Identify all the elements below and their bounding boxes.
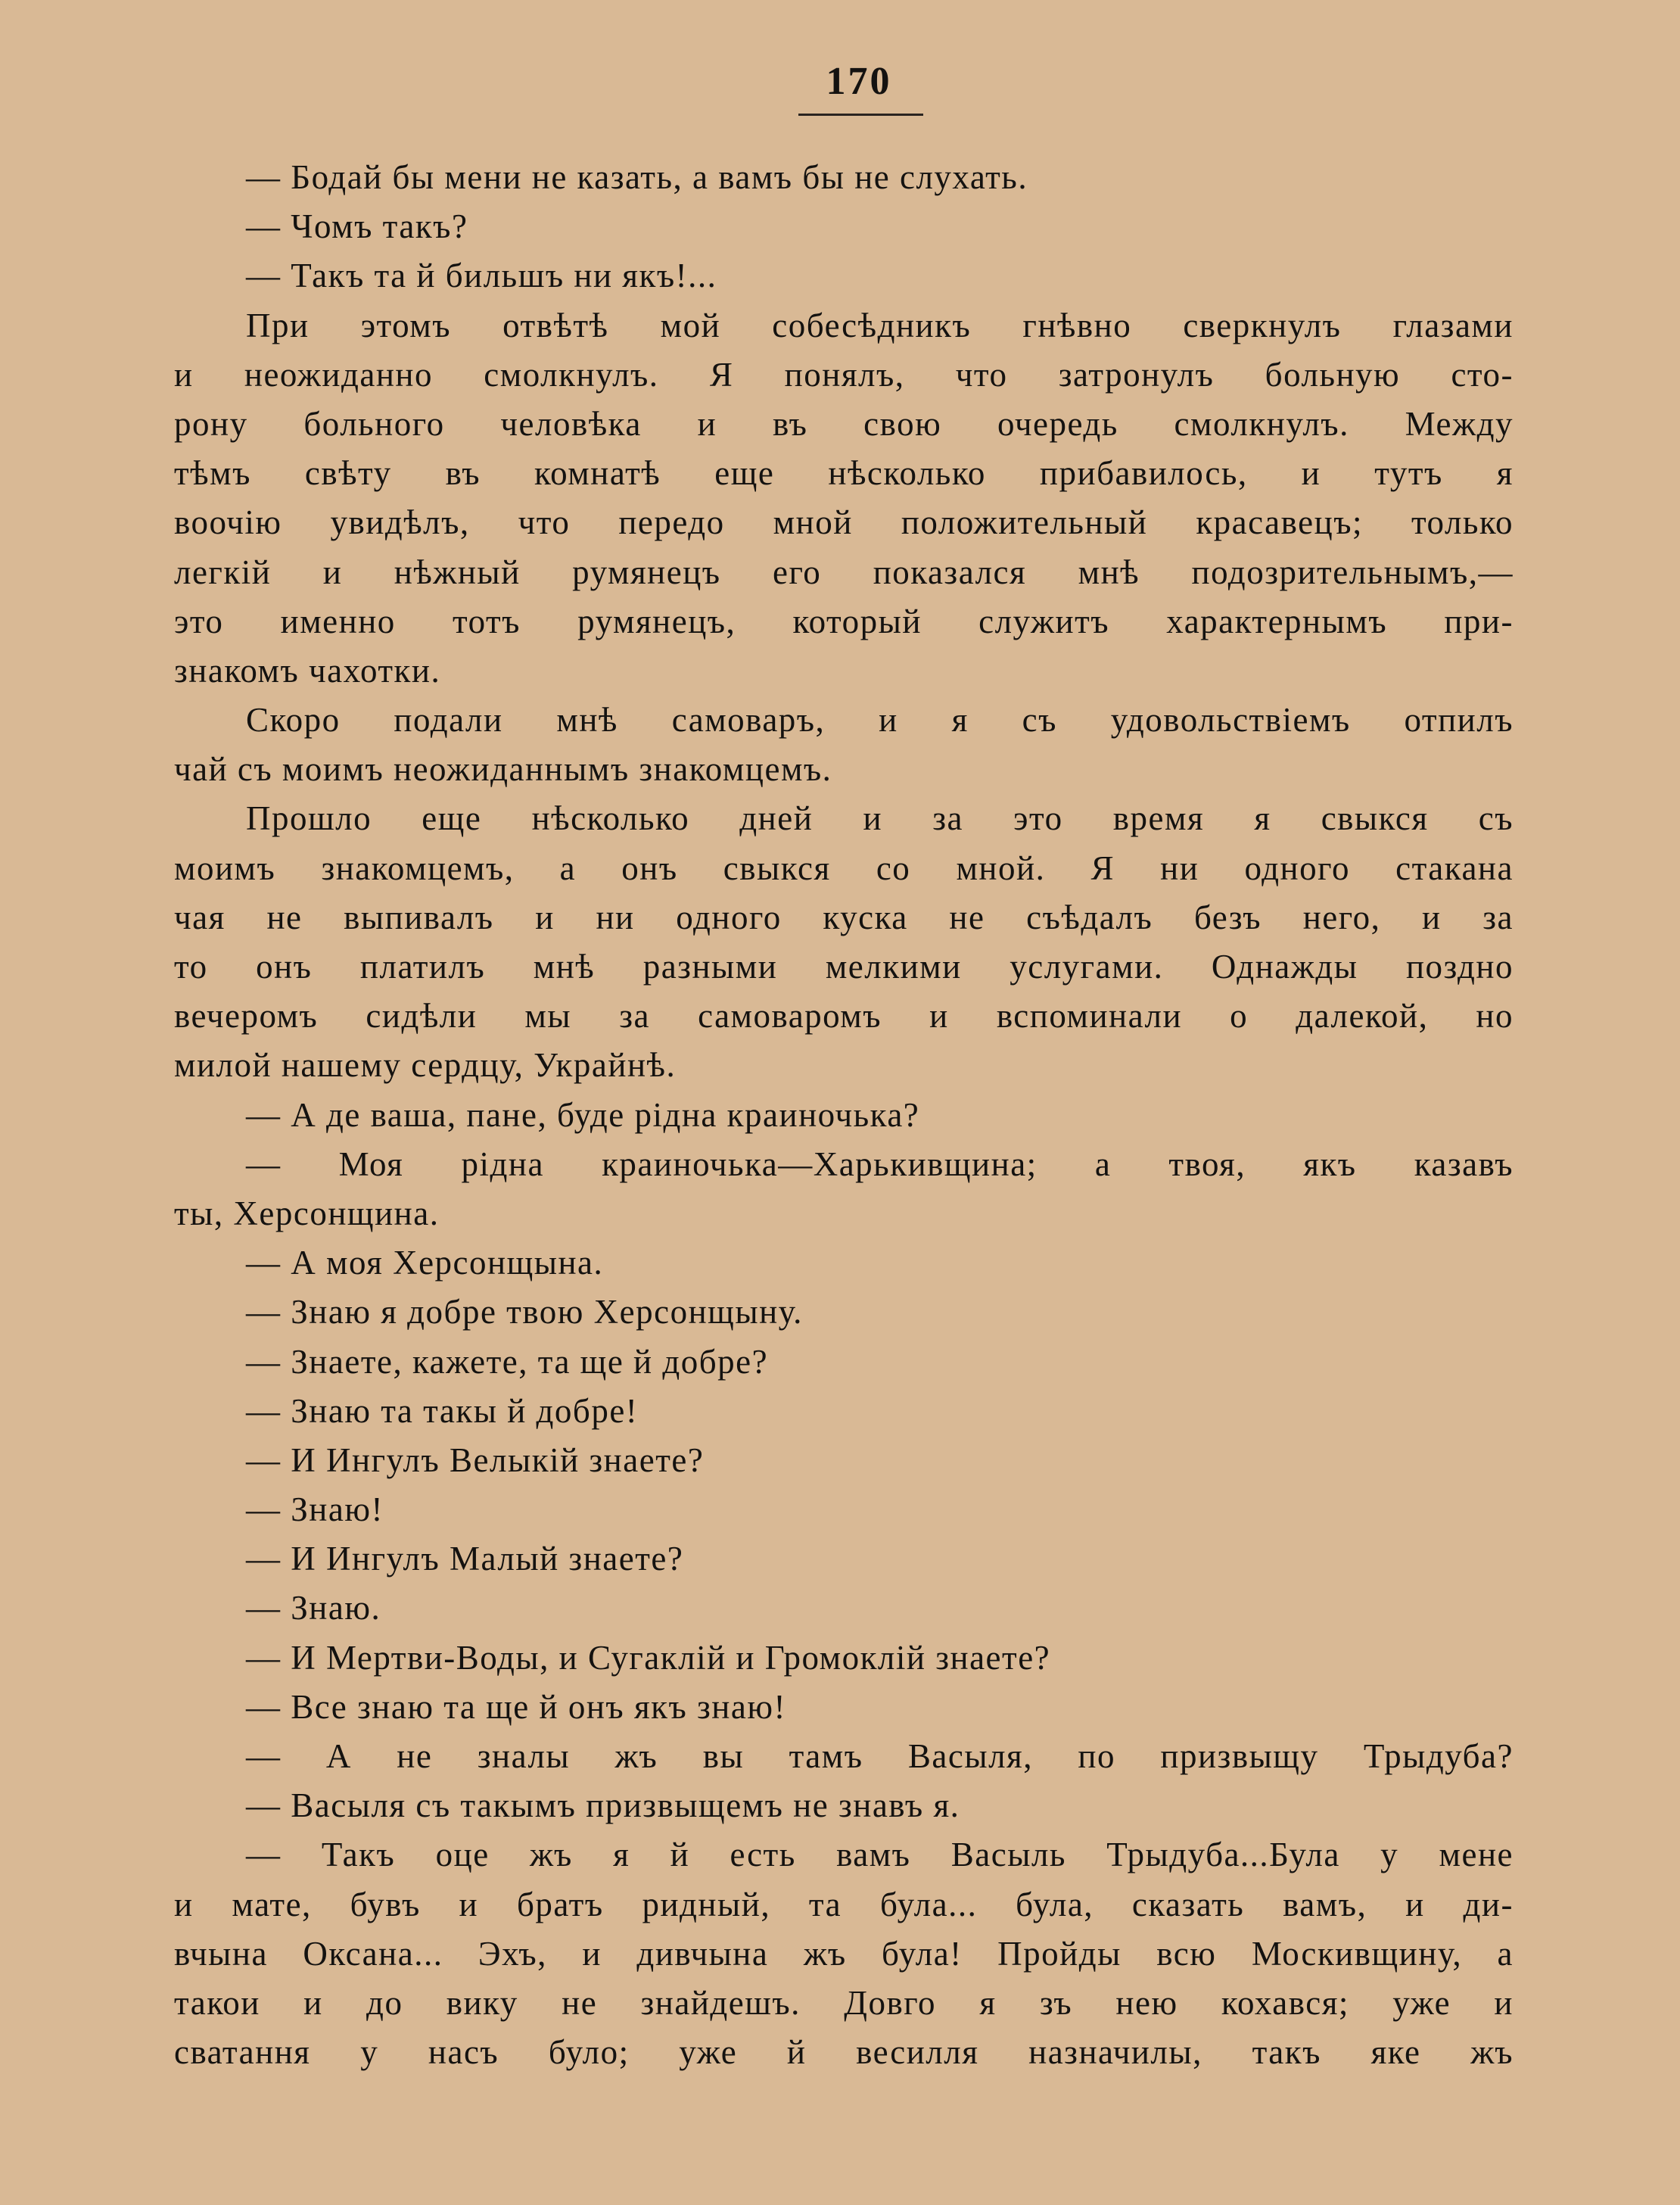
text-block (174, 153, 1514, 2077)
text-line: чая не выпивалъ и ни одного куска не съѣдалъ безъ него, и за (174, 898, 1514, 936)
text-line: При этомъ отвѣтѣ мой собесѣдникъ гнѣвно сверкнулъ глазами (246, 306, 1514, 344)
text-line: воочію увидѣлъ, что передо мной положительный красавецъ; только (174, 503, 1514, 542)
text-line: рону больного человѣка и въ свою очередь смолкнулъ. Между (174, 404, 1514, 443)
text-line: — Такъ оце жъ я й есть вамъ Васыль Трыдуба...Була у мене (246, 1836, 1514, 1874)
text-line: ты, Херсонщина. (174, 1194, 440, 1232)
text-line: — И Ингулъ Малый знаете? (246, 1540, 684, 1578)
text-line: — Знаю та такы й добре! (246, 1391, 639, 1430)
text-line: вечеромъ сидѣли мы за самоваромъ и вспоминали о далекой, но (174, 997, 1514, 1036)
text-line: чай съ моимъ неожиданнымъ знакомцемъ. (174, 750, 832, 789)
text-line: — Моя рідна краиночька—Харькивщина; а твоя, якъ казавъ (246, 1145, 1514, 1183)
text-line: знакомъ чахотки. (174, 651, 441, 690)
text-line: — Знаете, кажете, та ще й добре? (246, 1342, 769, 1381)
text-line: — И Мертви-Воды, и Сугаклій и Громоклій знаете? (246, 1638, 1051, 1677)
text-line: Скоро подали мнѣ самоваръ, и я съ удовольствіемъ отпилъ (246, 701, 1514, 740)
text-line: — А моя Херсонщына. (246, 1244, 604, 1282)
text-line: — Чомъ такъ? (246, 207, 468, 246)
text-line: это именно тотъ румянецъ, который служитъ характернымъ при- (174, 602, 1514, 640)
text-line: и неожиданно смолкнулъ. Я понялъ, что затронулъ больную сто- (174, 355, 1514, 394)
text-line: милой нашему сердцу, Украйнѣ. (174, 1046, 677, 1085)
text-line: — Бодай бы мени не казать, а вамъ бы не слухать. (246, 158, 1028, 196)
text-line: — Васыля съ такымъ призвыщемъ не знавъ я. (246, 1786, 960, 1825)
text-line: тѣмъ свѣту въ комнатѣ еще нѣсколько прибавилось, и тутъ я (174, 454, 1514, 493)
text-line: и мате, бувъ и братъ ридный, та була... була, сказать вамъ, и ди- (174, 1885, 1514, 1923)
text-line: — И Ингулъ Велыкій знаете? (246, 1440, 705, 1479)
text-line: сватання у насъ було; уже й весилля назначилы, такъ яке жъ (174, 2033, 1514, 2072)
text-line: моимъ знакомцемъ, а онъ свыкся со мной. Я ни одного стакана (174, 849, 1514, 887)
page-number: 170 (826, 60, 892, 103)
page-number-rule (798, 114, 923, 116)
text-line: — А не зналы жъ вы тамъ Васыля, по призвыщу Трыдуба? (246, 1737, 1514, 1775)
text-line: — А де ваша, пане, буде рідна краиночька? (246, 1095, 920, 1134)
text-line: — Знаю. (246, 1589, 381, 1627)
text-line: — Все знаю та ще й онъ якъ знаю! (246, 1687, 786, 1726)
text-line: — Знаю я добре твою Херсонщыну. (246, 1293, 803, 1331)
text-line: Прошло еще нѣсколько дней и за это время я свыкся съ (246, 799, 1514, 838)
text-line: такои и до вику не знайдешъ. Довго я зъ нею кохався; уже и (174, 1983, 1514, 2022)
text-line: — Знаю! (246, 1490, 384, 1529)
text-line: то онъ платилъ мнѣ разными мелкими услугами. Однажды поздно (174, 948, 1514, 986)
text-line: вчына Оксана... Эхъ, и дивчына жъ була! Пройды всю Москивщину, а (174, 1934, 1514, 1973)
text-line: легкій и нѣжный румянецъ его показался мнѣ подозрительнымъ,— (174, 553, 1514, 591)
text-line: — Такъ та й бильшъ ни якъ!... (246, 257, 717, 295)
